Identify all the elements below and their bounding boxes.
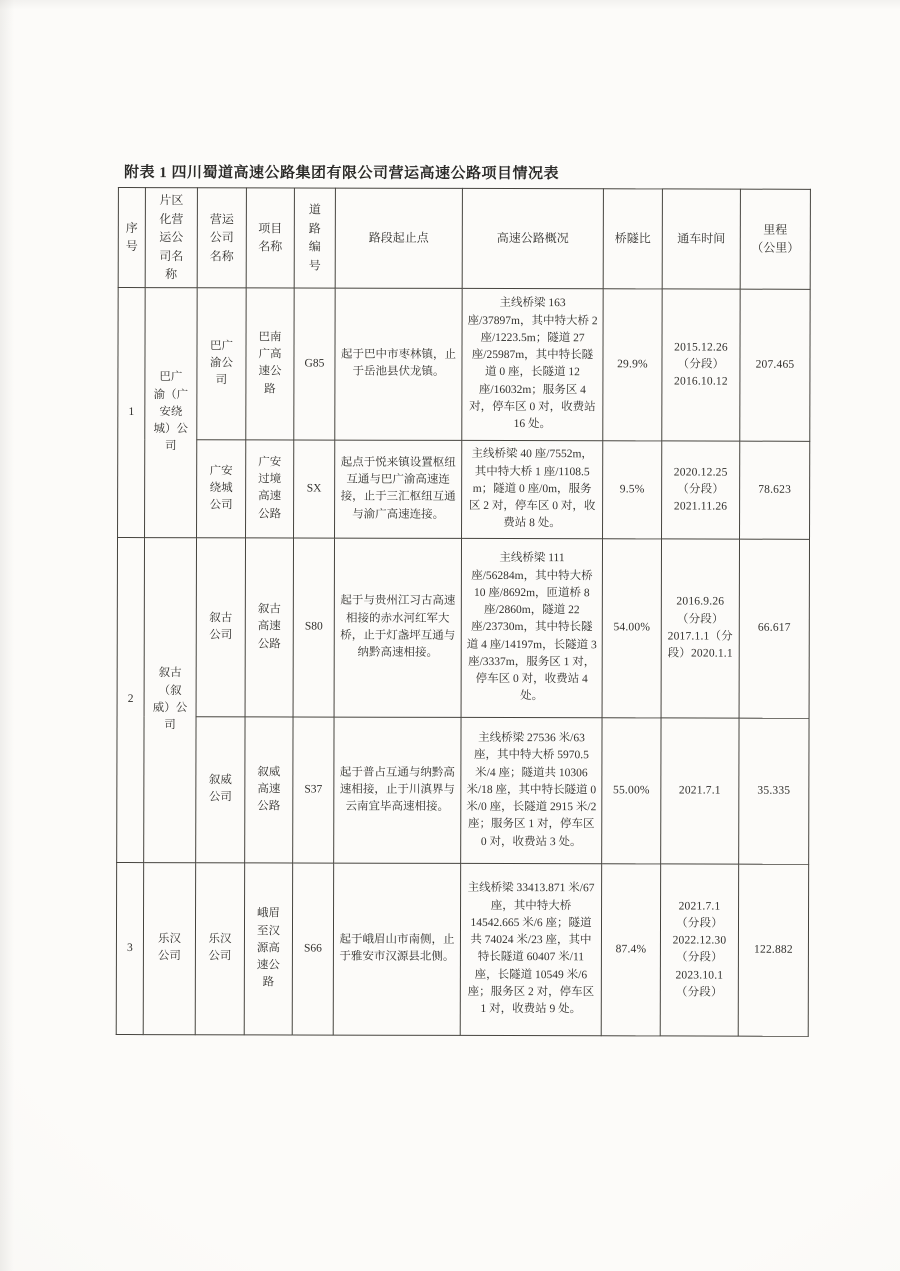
header-row: [118, 188, 810, 290]
table-title: 附表 1 四川蜀道高速公路集团有限公司营运高速公路项目情况表: [123, 165, 560, 183]
operating-company-cell: 叙古 公司: [196, 538, 245, 717]
road-number-cell: SX: [294, 440, 335, 538]
opening-time-cell: 2015.12.26 （分段） 2016.10.12: [662, 289, 740, 441]
header-opening-time: 通车时间: [662, 189, 740, 289]
road-number-cell: S80: [293, 538, 334, 717]
endpoints-cell: 起于巴中市枣林镇，止于岳池县伏龙镇。: [335, 288, 462, 440]
operating-company-cell: 乐汉 公司: [195, 863, 244, 1035]
opening-time-cell: 2020.12.25 （分段） 2021.11.26: [662, 441, 740, 539]
header-project-name: 项目 名称: [246, 188, 294, 288]
overview-cell: 主线桥梁 33413.871 米/67 座，其中特大桥 14542.665 米/6 座；隧道共 74024 米/23 座，其中特长隧道 60407 米/11 座，长隧道 10549 米/6 座；服务区 2 对，停车区 1 对，收费站 9 处。: [460, 863, 601, 1035]
endpoints-cell: 起于峨眉山市南侧，止于雅安市汉源县北侧。: [333, 863, 460, 1035]
bridge-tunnel-ratio-cell: 55.00%: [602, 718, 661, 864]
overview-cell: 主线桥梁 40 座/7552m，其中特大桥 1 座/1108.5 m；隧道 0 座/0m，服务区 2 对，停车区 0 对，收费站 8 处。: [462, 440, 603, 538]
overview-cell: 主线桥梁 111 座/56284m，其中特大桥 10 座/8692m，匝道桥 8 座/2860m，隧道 22 座/23730m，其中特长隧道 4 座/14197m，长隧道 3 座/3337m，服务区 1 对，停车区 0 对，收费站 4 处。: [461, 538, 602, 717]
overview-cell: 主线桥梁 27536 米/63 座，其中特大桥 5970.5 米/4 座；隧道共 10306 米/18 座，其中特长隧道 0 米/0 座，长隧道 2915 米/2 座；服务区 1 对，停车区 0 对，收费站 3 处。: [461, 717, 602, 863]
region-company-cell: 巴广 渝（广 安绕 城）公 司: [145, 288, 198, 538]
header-bridge-tunnel-ratio: 桥隧比: [603, 189, 662, 289]
bridge-tunnel-ratio-cell: 29.9%: [603, 289, 662, 441]
header-region-company: 片区 化营 运公 司名 称: [145, 188, 197, 288]
expressway-projects-table: [116, 187, 811, 1037]
header-operating-company: 营运 公司 名称: [197, 188, 246, 288]
bridge-tunnel-ratio-cell: 54.00%: [602, 539, 661, 718]
table-row: [118, 439, 810, 539]
project-name-cell: 巴南 广高 速公 路: [246, 288, 294, 440]
endpoints-cell: 起于与贵州江习古高速相接的赤水河红军大桥，止于灯盏坪互通与纳黔高速相接。: [334, 538, 461, 717]
project-name-cell: 叙威 高速 公路: [245, 717, 293, 863]
bridge-tunnel-ratio-cell: 9.5%: [603, 441, 662, 539]
overview-cell: 主线桥梁 163 座/37897m，其中特大桥 2 座/1223.5m；隧道 27 座/25987m，其中特长隧道 0 座，长隧道 12 座/16032m；服务区 4 对，停车区 0 对，收费站 16 处。: [462, 288, 603, 440]
opening-time-cell: 2021.7.1 （分段） 2022.12.30 （分段） 2023.10.1 （分段）: [660, 864, 738, 1036]
header-mileage: 里程 （公里）: [740, 189, 810, 289]
seq-cell: 2: [117, 537, 145, 862]
bridge-tunnel-ratio-cell: 87.4%: [601, 864, 660, 1036]
region-company-cell: 乐汉 公司: [143, 863, 195, 1035]
endpoints-cell: 起点于悦来镇设置枢纽互通与巴广渝高速连接，止于三汇枢纽互通与渝广高速连接。: [335, 440, 462, 538]
document-content: [116, 161, 812, 1037]
header-overview: 高速公路概况: [462, 188, 603, 288]
region-company-cell: 叙古 （叙 威）公 司: [144, 538, 197, 863]
table-row: [117, 537, 809, 718]
project-name-cell: 广安 过境 高速 公路: [246, 440, 294, 538]
mileage-cell: 122.882: [738, 864, 808, 1036]
opening-time-cell: 2021.7.1: [661, 718, 739, 864]
seq-cell: 1: [118, 287, 146, 537]
mileage-cell: 207.465: [740, 289, 810, 441]
table-row: [118, 287, 810, 441]
operating-company-cell: 巴广 渝公 司: [197, 288, 246, 440]
table-row: [116, 862, 808, 1036]
header-seq: 序 号: [118, 188, 145, 288]
header-endpoints: 路段起止点: [335, 188, 462, 288]
opening-time-cell: 2016.9.26 （分段） 2017.1.1（分 段）2020.1.1: [661, 539, 739, 718]
endpoints-cell: 起于普占互通与纳黔高速相接，止于川滇界与云南宜毕高速相接。: [334, 717, 461, 863]
mileage-cell: 78.623: [740, 441, 810, 539]
table-row: [117, 716, 809, 864]
operating-company-cell: 广安 绕城 公司: [197, 440, 246, 538]
road-number-cell: G85: [294, 288, 335, 440]
mileage-cell: 35.335: [739, 718, 809, 864]
mileage-cell: 66.617: [739, 539, 809, 718]
operating-company-cell: 叙威 公司: [196, 717, 245, 863]
seq-cell: 3: [116, 862, 143, 1034]
project-name-cell: 峨眉 至汉 源高 速公 路: [244, 863, 292, 1035]
project-name-cell: 叙古 高速 公路: [245, 538, 293, 717]
road-number-cell: S66: [292, 863, 333, 1035]
road-number-cell: S37: [293, 717, 334, 863]
header-road-number: 道 路 编 号: [294, 188, 335, 288]
